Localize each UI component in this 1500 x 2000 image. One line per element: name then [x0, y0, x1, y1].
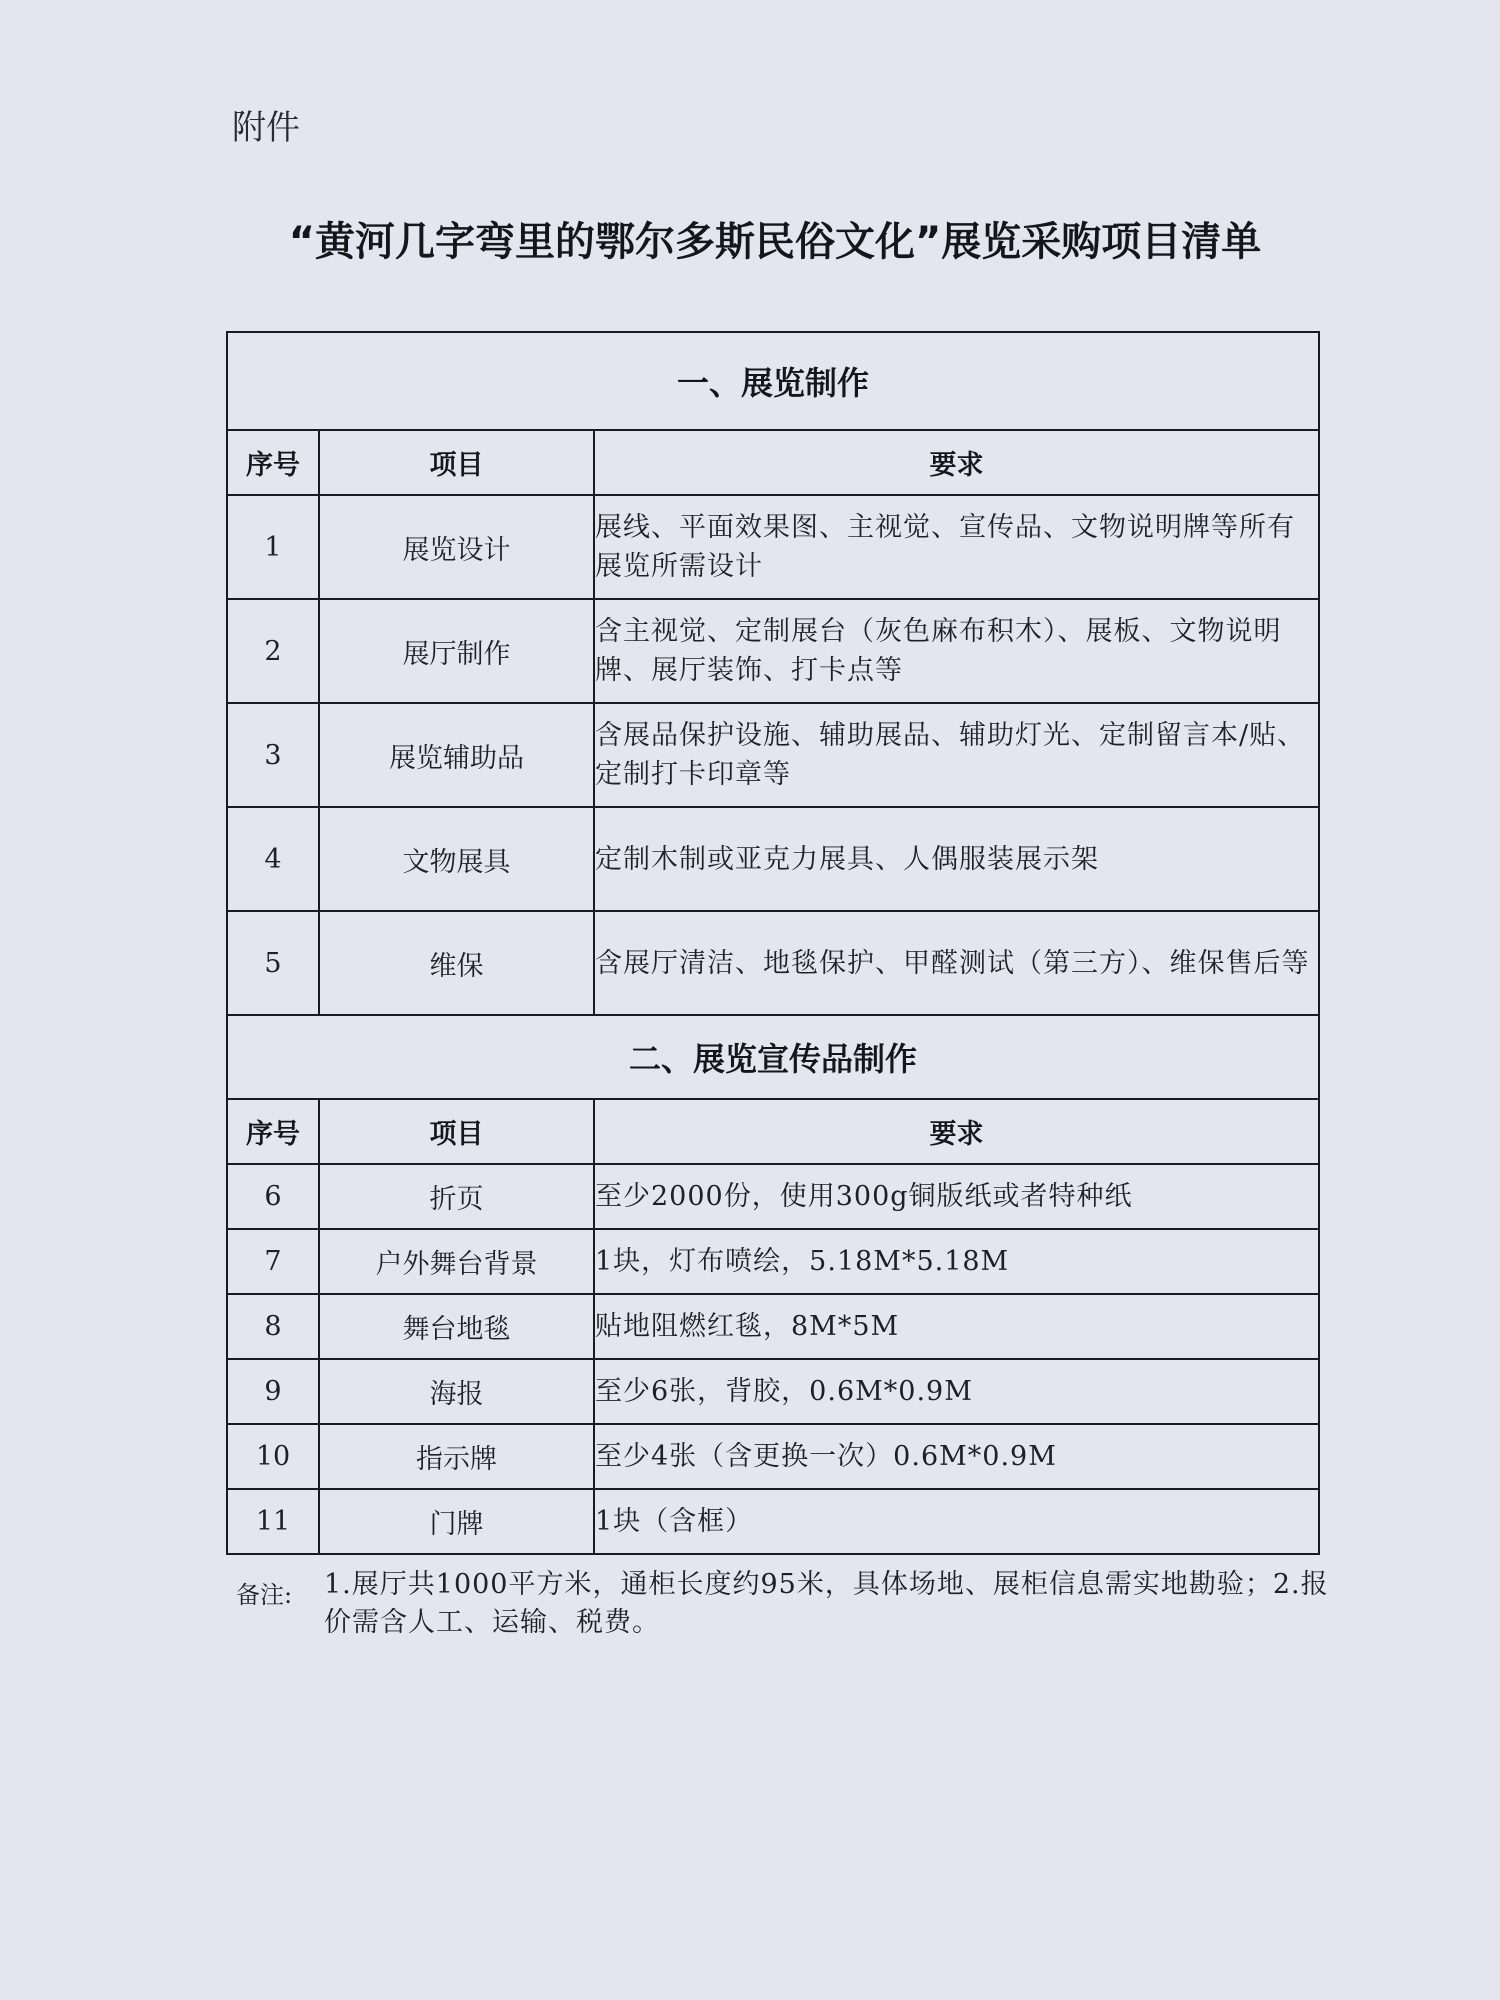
- row-number: 6: [227, 1164, 319, 1229]
- table-row: [227, 911, 1319, 1015]
- table-row: [227, 599, 1319, 703]
- table-header-row: [227, 430, 1319, 495]
- row-number: 10: [227, 1424, 319, 1489]
- row-item: 展览辅助品: [319, 703, 594, 807]
- row-number: 11: [227, 1489, 319, 1554]
- document-title: “黄河几字弯里的鄂尔多斯民俗文化”展览采购项目清单: [288, 219, 1262, 265]
- row-item: 文物展具: [319, 807, 594, 911]
- row-number: 2: [227, 599, 319, 703]
- row-item: 维保: [319, 911, 594, 1015]
- procurement-table: [226, 331, 1320, 1555]
- row-requirement: 含展厅清洁、地毯保护、甲醛测试（第三方）、维保售后等: [594, 911, 1319, 1015]
- table-row: [227, 1424, 1319, 1489]
- section-heading: 一、展览制作: [227, 332, 1319, 430]
- row-item: 展览设计: [319, 495, 594, 599]
- row-item: 海报: [319, 1359, 594, 1424]
- row-item: 指示牌: [319, 1424, 594, 1489]
- section-heading-row: [227, 332, 1319, 430]
- table-row: [227, 1229, 1319, 1294]
- section-heading-row: [227, 1015, 1319, 1099]
- row-number: 3: [227, 703, 319, 807]
- attachment-label: 附件: [232, 108, 300, 148]
- column-header-requirement: 要求: [594, 430, 1319, 495]
- column-header-requirement: 要求: [594, 1099, 1319, 1164]
- row-requirement: 1块，灯布喷绘，5.18M*5.18M: [594, 1229, 1319, 1294]
- row-requirement: 含展品保护设施、辅助展品、辅助灯光、定制留言本/贴、定制打卡印章等: [594, 703, 1319, 807]
- row-item: 折页: [319, 1164, 594, 1229]
- row-requirement: 至少6张，背胶，0.6M*0.9M: [594, 1359, 1319, 1424]
- table-row: [227, 1294, 1319, 1359]
- table-row: [227, 1164, 1319, 1229]
- remarks-text: 1.展厅共1000平方米，通柜长度约95米，具体场地、展柜信息需实地勘验；2.报价需含人工、运输、税费。: [324, 1569, 1329, 1638]
- table-header-row: [227, 1099, 1319, 1164]
- row-number: 1: [227, 495, 319, 599]
- column-header-item: 项目: [319, 1099, 594, 1164]
- table-row: [227, 495, 1319, 599]
- row-item: 门牌: [319, 1489, 594, 1554]
- row-number: 4: [227, 807, 319, 911]
- row-requirement: 含主视觉、定制展台（灰色麻布积木）、展板、文物说明牌、展厅装饰、打卡点等: [594, 599, 1319, 703]
- row-requirement: 贴地阻燃红毯，8M*5M: [594, 1294, 1319, 1359]
- row-requirement: 定制木制或亚克力展具、人偶服装展示架: [594, 807, 1319, 911]
- row-requirement: 展线、平面效果图、主视觉、宣传品、文物说明牌等所有展览所需设计: [594, 495, 1319, 599]
- column-header-item: 项目: [319, 430, 594, 495]
- row-item: 展厅制作: [319, 599, 594, 703]
- row-requirement: 至少4张（含更换一次）0.6M*0.9M: [594, 1424, 1319, 1489]
- section-heading: 二、展览宣传品制作: [227, 1015, 1319, 1099]
- row-number: 5: [227, 911, 319, 1015]
- remarks: [236, 1566, 1336, 1642]
- table-row: [227, 807, 1319, 911]
- row-number: 9: [227, 1359, 319, 1424]
- column-header-number: 序号: [227, 1099, 319, 1164]
- row-item: 户外舞台背景: [319, 1229, 594, 1294]
- remarks-label: 备注:: [236, 1581, 293, 1609]
- row-requirement: 1块（含框）: [594, 1489, 1319, 1554]
- row-number: 8: [227, 1294, 319, 1359]
- column-header-number: 序号: [227, 430, 319, 495]
- row-number: 7: [227, 1229, 319, 1294]
- table-row: [227, 1359, 1319, 1424]
- table-row: [227, 703, 1319, 807]
- table-row: [227, 1489, 1319, 1554]
- row-requirement: 至少2000份，使用300g铜版纸或者特种纸: [594, 1164, 1319, 1229]
- row-item: 舞台地毯: [319, 1294, 594, 1359]
